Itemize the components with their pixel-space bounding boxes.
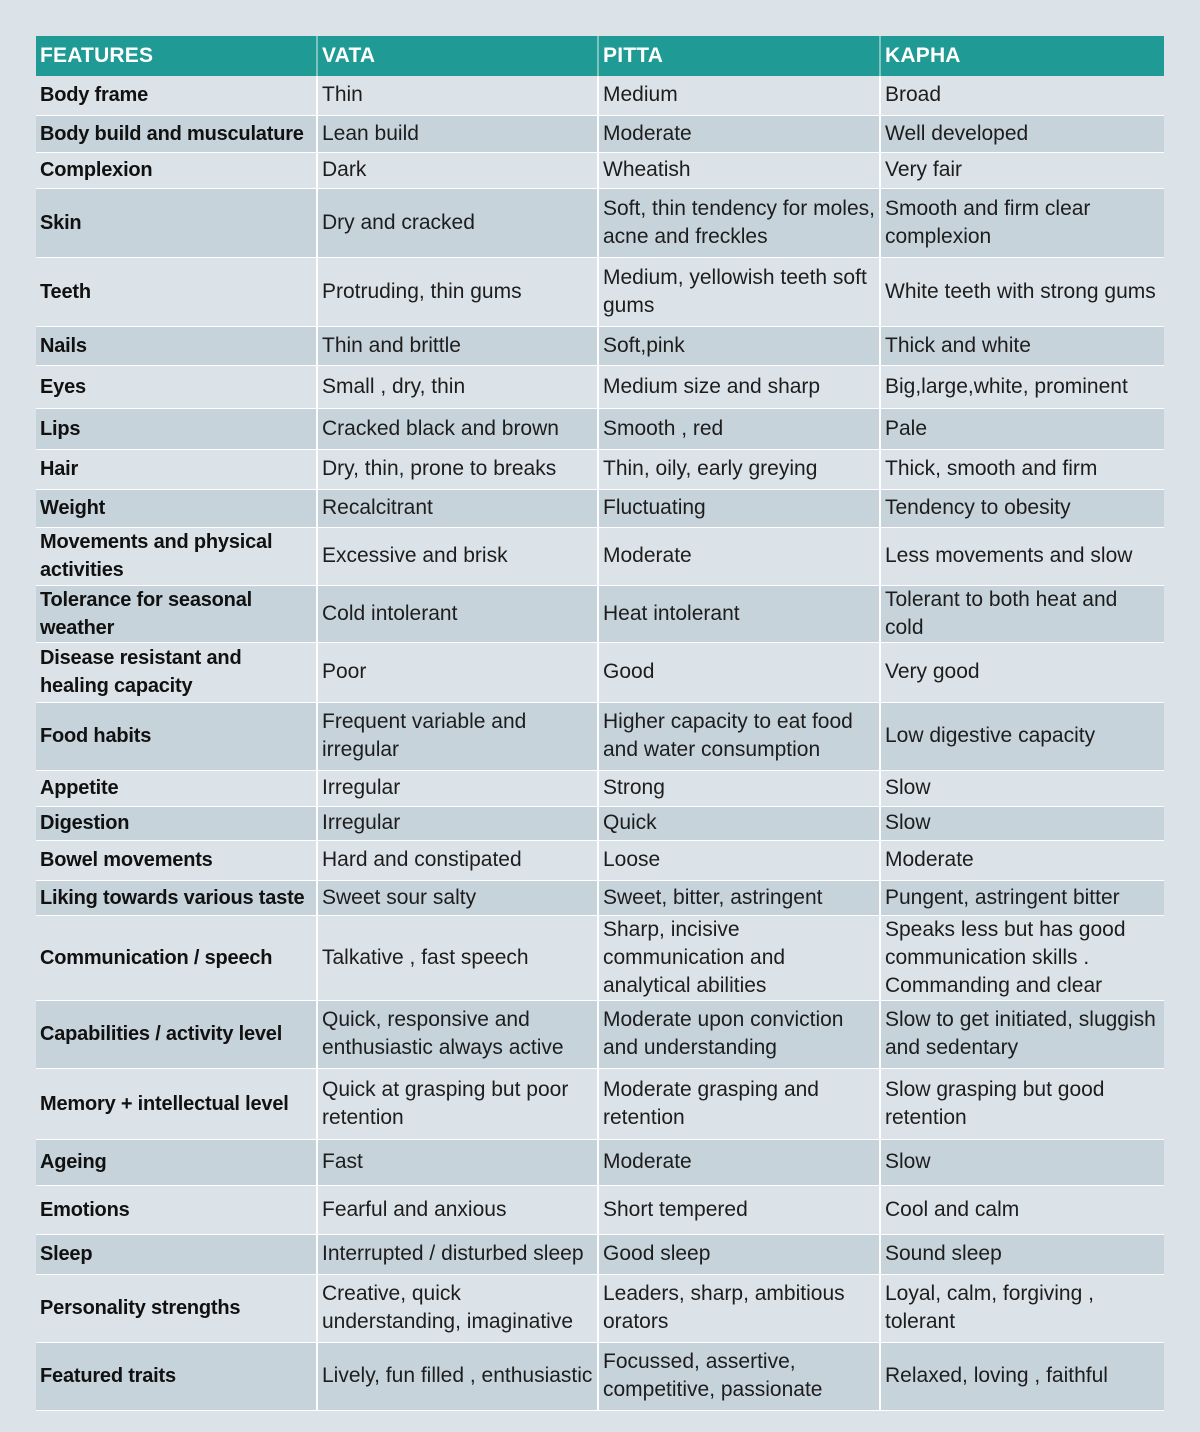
table-row [36, 1139, 1164, 1185]
vata-cell: Dry, thin, prone to breaks [317, 449, 598, 489]
table-row [36, 880, 1164, 915]
pitta-cell: Good sleep [598, 1234, 880, 1274]
vata-cell: Lively, fun filled , enthusiastic [317, 1342, 598, 1410]
vata-cell: Fast [317, 1139, 598, 1185]
table-row [36, 642, 1164, 702]
header-features: FEATURES [36, 36, 317, 76]
kapha-cell: Sound sleep [880, 1234, 1164, 1274]
header-pitta: PITTA [598, 36, 880, 76]
vata-cell: Irregular [317, 770, 598, 806]
vata-cell: Thin [317, 76, 598, 115]
table-row [36, 1068, 1164, 1139]
feature-cell: Ageing [36, 1139, 317, 1185]
feature-cell: Food habits [36, 702, 317, 770]
feature-cell: Sleep [36, 1234, 317, 1274]
header-kapha: KAPHA [880, 36, 1164, 76]
kapha-cell: Slow [880, 1139, 1164, 1185]
table-row [36, 915, 1164, 1000]
kapha-cell: Slow grasping but good retention [880, 1068, 1164, 1139]
kapha-cell: Slow [880, 806, 1164, 840]
vata-cell: Quick at grasping but poor retention [317, 1068, 598, 1139]
pitta-cell: Medium, yellowish teeth soft gums [598, 257, 880, 326]
table-row [36, 1234, 1164, 1274]
table-row [36, 489, 1164, 527]
feature-cell: Disease resistant and healing capacity [36, 642, 317, 702]
feature-cell: Communication / speech [36, 915, 317, 1000]
pitta-cell: Thin, oily, early greying [598, 449, 880, 489]
feature-cell: Body build and musculature [36, 115, 317, 152]
table-row [36, 1342, 1164, 1410]
vata-cell: Thin and brittle [317, 326, 598, 365]
pitta-cell: Fluctuating [598, 489, 880, 527]
feature-cell: Weight [36, 489, 317, 527]
table-row [36, 1000, 1164, 1068]
kapha-cell: Broad [880, 76, 1164, 115]
vata-cell: Dry and cracked [317, 188, 598, 257]
table-row [36, 702, 1164, 770]
vata-cell: Cracked black and brown [317, 408, 598, 449]
kapha-cell: Speaks less but has good communication skills . Commanding and clear [880, 915, 1164, 1000]
feature-cell: Movements and physical activities [36, 527, 317, 585]
table-row [36, 365, 1164, 408]
kapha-cell: Loyal, calm, forgiving , tolerant [880, 1274, 1164, 1342]
kapha-cell: Smooth and firm clear complexion [880, 188, 1164, 257]
vata-cell: Talkative , fast speech [317, 915, 598, 1000]
kapha-cell: Relaxed, loving , faithful [880, 1342, 1164, 1410]
table-row [36, 257, 1164, 326]
pitta-cell: Medium size and sharp [598, 365, 880, 408]
vata-cell: Poor [317, 642, 598, 702]
feature-cell: Featured traits [36, 1342, 317, 1410]
vata-cell: Frequent variable and irregular [317, 702, 598, 770]
pitta-cell: Good [598, 642, 880, 702]
table-row [36, 326, 1164, 365]
pitta-cell: Quick [598, 806, 880, 840]
dosha-comparison-table-container [36, 36, 1164, 1411]
kapha-cell: Low digestive capacity [880, 702, 1164, 770]
kapha-cell: Very good [880, 642, 1164, 702]
pitta-cell: Medium [598, 76, 880, 115]
kapha-cell: Tolerant to both heat and cold [880, 585, 1164, 642]
pitta-cell: Moderate [598, 1139, 880, 1185]
kapha-cell: Slow [880, 770, 1164, 806]
kapha-cell: Well developed [880, 115, 1164, 152]
pitta-cell: Strong [598, 770, 880, 806]
table-row [36, 115, 1164, 152]
feature-cell: Personality strengths [36, 1274, 317, 1342]
header-vata: VATA [317, 36, 598, 76]
feature-cell: Complexion [36, 152, 317, 188]
kapha-cell: White teeth with strong gums [880, 257, 1164, 326]
kapha-cell: Slow to get initiated, sluggish and sedentary [880, 1000, 1164, 1068]
pitta-cell: Moderate [598, 115, 880, 152]
pitta-cell: Soft,pink [598, 326, 880, 365]
pitta-cell: Moderate grasping and retention [598, 1068, 880, 1139]
vata-cell: Cold intolerant [317, 585, 598, 642]
vata-cell: Small , dry, thin [317, 365, 598, 408]
feature-cell: Bowel movements [36, 840, 317, 880]
table-row [36, 527, 1164, 585]
pitta-cell: Soft, thin tendency for moles, acne and freckles [598, 188, 880, 257]
vata-cell: Excessive and brisk [317, 527, 598, 585]
feature-cell: Memory + intellectual level [36, 1068, 317, 1139]
feature-cell: Body frame [36, 76, 317, 115]
feature-cell: Emotions [36, 1185, 317, 1234]
feature-cell: Eyes [36, 365, 317, 408]
vata-cell: Fearful and anxious [317, 1185, 598, 1234]
vata-cell: Quick, responsive and enthusiastic always active [317, 1000, 598, 1068]
pitta-cell: Moderate upon conviction and understanding [598, 1000, 880, 1068]
feature-cell: Hair [36, 449, 317, 489]
vata-cell: Hard and constipated [317, 840, 598, 880]
vata-cell: Sweet sour salty [317, 880, 598, 915]
vata-cell: Irregular [317, 806, 598, 840]
feature-cell: Teeth [36, 257, 317, 326]
kapha-cell: Tendency to obesity [880, 489, 1164, 527]
pitta-cell: Leaders, sharp, ambitious orators [598, 1274, 880, 1342]
pitta-cell: Sharp, incisive communication and analytical abilities [598, 915, 880, 1000]
pitta-cell: Heat intolerant [598, 585, 880, 642]
vata-cell: Lean build [317, 115, 598, 152]
kapha-cell: Big,large,white, prominent [880, 365, 1164, 408]
kapha-cell: Pungent, astringent bitter [880, 880, 1164, 915]
kapha-cell: Very fair [880, 152, 1164, 188]
table-header-row [36, 36, 1164, 76]
feature-cell: Lips [36, 408, 317, 449]
feature-cell: Skin [36, 188, 317, 257]
vata-cell: Dark [317, 152, 598, 188]
table-row [36, 770, 1164, 806]
feature-cell: Nails [36, 326, 317, 365]
pitta-cell: Sweet, bitter, astringent [598, 880, 880, 915]
pitta-cell: Short tempered [598, 1185, 880, 1234]
vata-cell: Protruding, thin gums [317, 257, 598, 326]
pitta-cell: Wheatish [598, 152, 880, 188]
pitta-cell: Smooth , red [598, 408, 880, 449]
pitta-cell: Loose [598, 840, 880, 880]
vata-cell: Creative, quick understanding, imaginative [317, 1274, 598, 1342]
pitta-cell: Focussed, assertive, competitive, passionate [598, 1342, 880, 1410]
dosha-comparison-table [36, 36, 1164, 1411]
table-row [36, 840, 1164, 880]
feature-cell: Capabilities / activity level [36, 1000, 317, 1068]
pitta-cell: Moderate [598, 527, 880, 585]
kapha-cell: Moderate [880, 840, 1164, 880]
vata-cell: Interrupted / disturbed sleep [317, 1234, 598, 1274]
table-row [36, 449, 1164, 489]
kapha-cell: Thick and white [880, 326, 1164, 365]
table-row [36, 585, 1164, 642]
kapha-cell: Less movements and slow [880, 527, 1164, 585]
kapha-cell: Cool and calm [880, 1185, 1164, 1234]
table-row [36, 76, 1164, 115]
pitta-cell: Higher capacity to eat food and water consumption [598, 702, 880, 770]
feature-cell: Liking towards various taste [36, 880, 317, 915]
feature-cell: Tolerance for seasonal weather [36, 585, 317, 642]
table-row [36, 152, 1164, 188]
feature-cell: Digestion [36, 806, 317, 840]
table-row [36, 188, 1164, 257]
table-row [36, 1185, 1164, 1234]
table-row [36, 408, 1164, 449]
table-row [36, 1274, 1164, 1342]
feature-cell: Appetite [36, 770, 317, 806]
kapha-cell: Thick, smooth and firm [880, 449, 1164, 489]
vata-cell: Recalcitrant [317, 489, 598, 527]
table-row [36, 806, 1164, 840]
kapha-cell: Pale [880, 408, 1164, 449]
